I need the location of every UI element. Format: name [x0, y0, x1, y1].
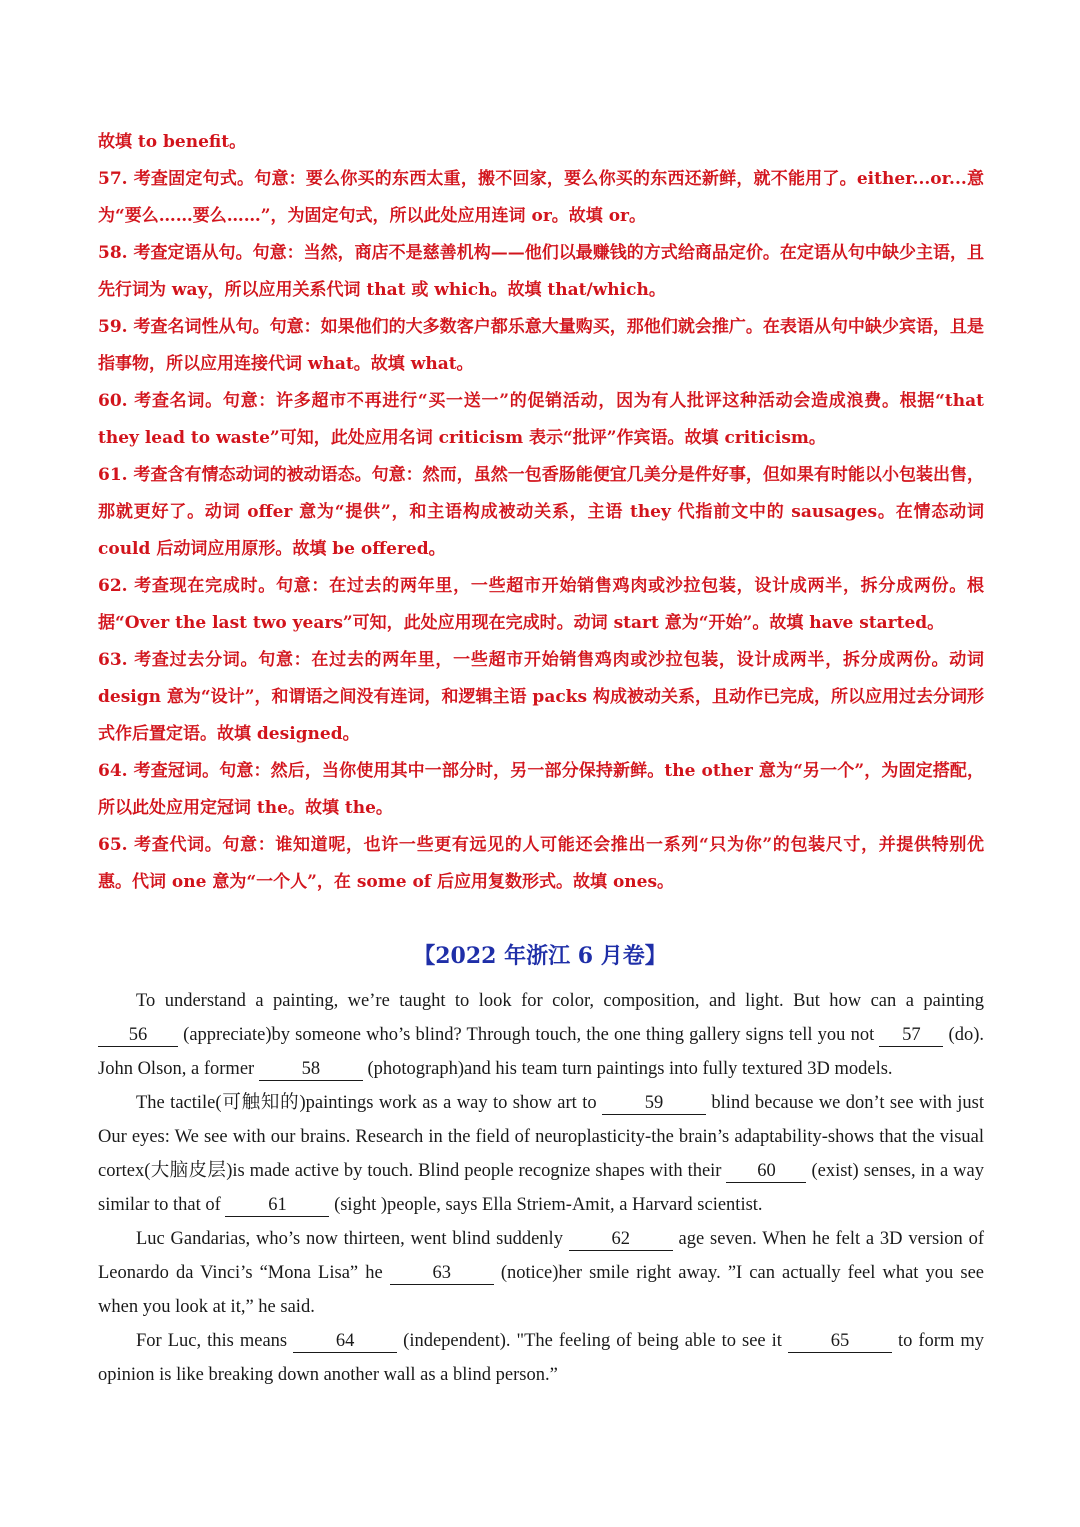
answer-58: 58. 考查定语从句。句意：当然，商店不是慈善机构——他们以最赚钱的方式给商品定价。在定语从句中缺少主语，且先行词为 way，所以应用关系代词 that 或 which。故填 that/which。 — [98, 243, 984, 300]
answer-64: 64. 考查冠词。句意：然后，当你使用其中一部分时，另一部分保持新鲜。the other 意为“另一个”，为固定搭配，所以此处应用定冠词 the。故填 the。 — [98, 761, 984, 818]
answer-60: 60. 考查名词。句意：许多超市不再进行“买一送一”的促销活动，因为有人批评这种活动会造成浪费。根据“that they lead to waste”可知，此处应用名词 criticism 表示“批评”作宾语。故填 criticism。 — [98, 391, 984, 448]
blank-56: 56 — [98, 1024, 178, 1047]
passage-text: (notice)her smile right away. ”I can actually feel what you see when you look at it,” he said. — [98, 1263, 984, 1317]
passage-text: blind because we don’t see with just Our eyes: We see with our brains. Research in the field of neuroplasticity-the brain’s adaptability-shows that the visual cortex(大脑皮层)is made active by touch. Blind people recognize shapes with their — [98, 1093, 984, 1181]
passage-paragraph-1 — [98, 984, 984, 1086]
blank-58: 58 — [259, 1058, 363, 1081]
blank-63: 63 — [390, 1262, 494, 1285]
passage-text: For Luc, this means — [136, 1331, 294, 1351]
passage-text: The tactile(可触知的)paintings work as a way to show art to — [136, 1093, 602, 1113]
answer-57: 57. 考查固定句式。句意：要么你买的东西太重，搬不回家，要么你买的东西还新鲜，就不能用了。either...or...意为“要么……要么……”，为固定句式，所以此处应用连词 or。故填 or。 — [98, 169, 984, 226]
answer-explanations — [98, 124, 984, 901]
answer-59: 59. 考查名词性从句。句意：如果他们的大多数客户都乐意大量购买，那他们就会推广。在表语从句中缺少宾语，且是指事物，所以应用连接代词 what。故填 what。 — [98, 317, 984, 374]
section-title: 【2022 年浙江 6 月卷】 — [413, 943, 667, 969]
blank-61: 61 — [225, 1194, 329, 1217]
blank-60: 60 — [726, 1160, 806, 1183]
passage-paragraph-2 — [98, 1086, 984, 1222]
passage-text: (exist) senses, in a way similar to that of — [98, 1161, 984, 1215]
passage-text: to form my opinion is like breaking down another wall as a blind person.” — [98, 1331, 984, 1385]
passage-paragraph-3 — [98, 1222, 984, 1324]
passage-text: age seven. When he felt a 3D version of Leonardo da Vinci’s “Mona Lisa” he — [98, 1229, 984, 1283]
blank-59: 59 — [602, 1092, 706, 1115]
passage-text: (sight )people, says Ella Striem-Amit, a Harvard scientist. — [329, 1195, 763, 1215]
answer-63: 63. 考查过去分词。句意：在过去的两年里，一些超市开始销售鸡肉或沙拉包装，设计成两半，拆分成两份。动词 design 意为“设计”，和谓语之间没有连词，和逻辑主语 packs 构成被动关系，且动作已完成，所以应用过去分词形式作后置定语。故填 designed。 — [98, 650, 984, 744]
answer-61: 61. 考查含有情态动词的被动语态。句意：然而，虽然一包香肠能便宜几美分是件好事，但如果有时能以小包装出售，那就更好了。动词 offer 意为“提供”，和主语构成被动关系，主语 they 代指前文中的 sausages。在情态动词 could 后动词应用原形。故填 be offered。 — [98, 465, 984, 559]
passage-text: (independent). "The feeling of being able to see it — [397, 1331, 788, 1351]
blank-65: 65 — [788, 1330, 892, 1353]
passage-text: (do). John Olson, a former — [98, 1025, 985, 1079]
answer-62: 62. 考查现在完成时。句意：在过去的两年里，一些超市开始销售鸡肉或沙拉包装，设计成两半，拆分成两份。根据“Over the last two years”可知，此处应用现在完成时。动词 start 意为“开始”。故填 have started。 — [98, 576, 984, 633]
passage-text: (photograph)and his team turn paintings into fully textured 3D models. — [362, 1059, 893, 1079]
passage-text: (appreciate)by someone who’s blind? Through touch, the one thing gallery signs tell you not — [178, 1025, 880, 1045]
blank-62: 62 — [569, 1228, 673, 1251]
passage-text: To understand a painting, we’re taught to look for color, composition, and light. But how can a painting — [136, 991, 984, 1011]
passage-paragraph-4 — [98, 1324, 984, 1392]
passage-text: Luc Gandarias, who’s now thirteen, went blind suddenly — [136, 1229, 569, 1249]
cloze-passage — [98, 984, 984, 1392]
blank-57: 57 — [879, 1024, 943, 1047]
answer-56-tail: 故填 to benefit。 — [98, 132, 247, 152]
answer-65: 65. 考查代词。句意：谁知道呢，也许一些更有远见的人可能还会推出一系列“只为你”的包装尺寸，并提供特别优惠。代词 one 意为“一个人”，在 some of 后应用复数形式。故填 ones。 — [98, 835, 984, 892]
blank-64: 64 — [293, 1330, 397, 1353]
